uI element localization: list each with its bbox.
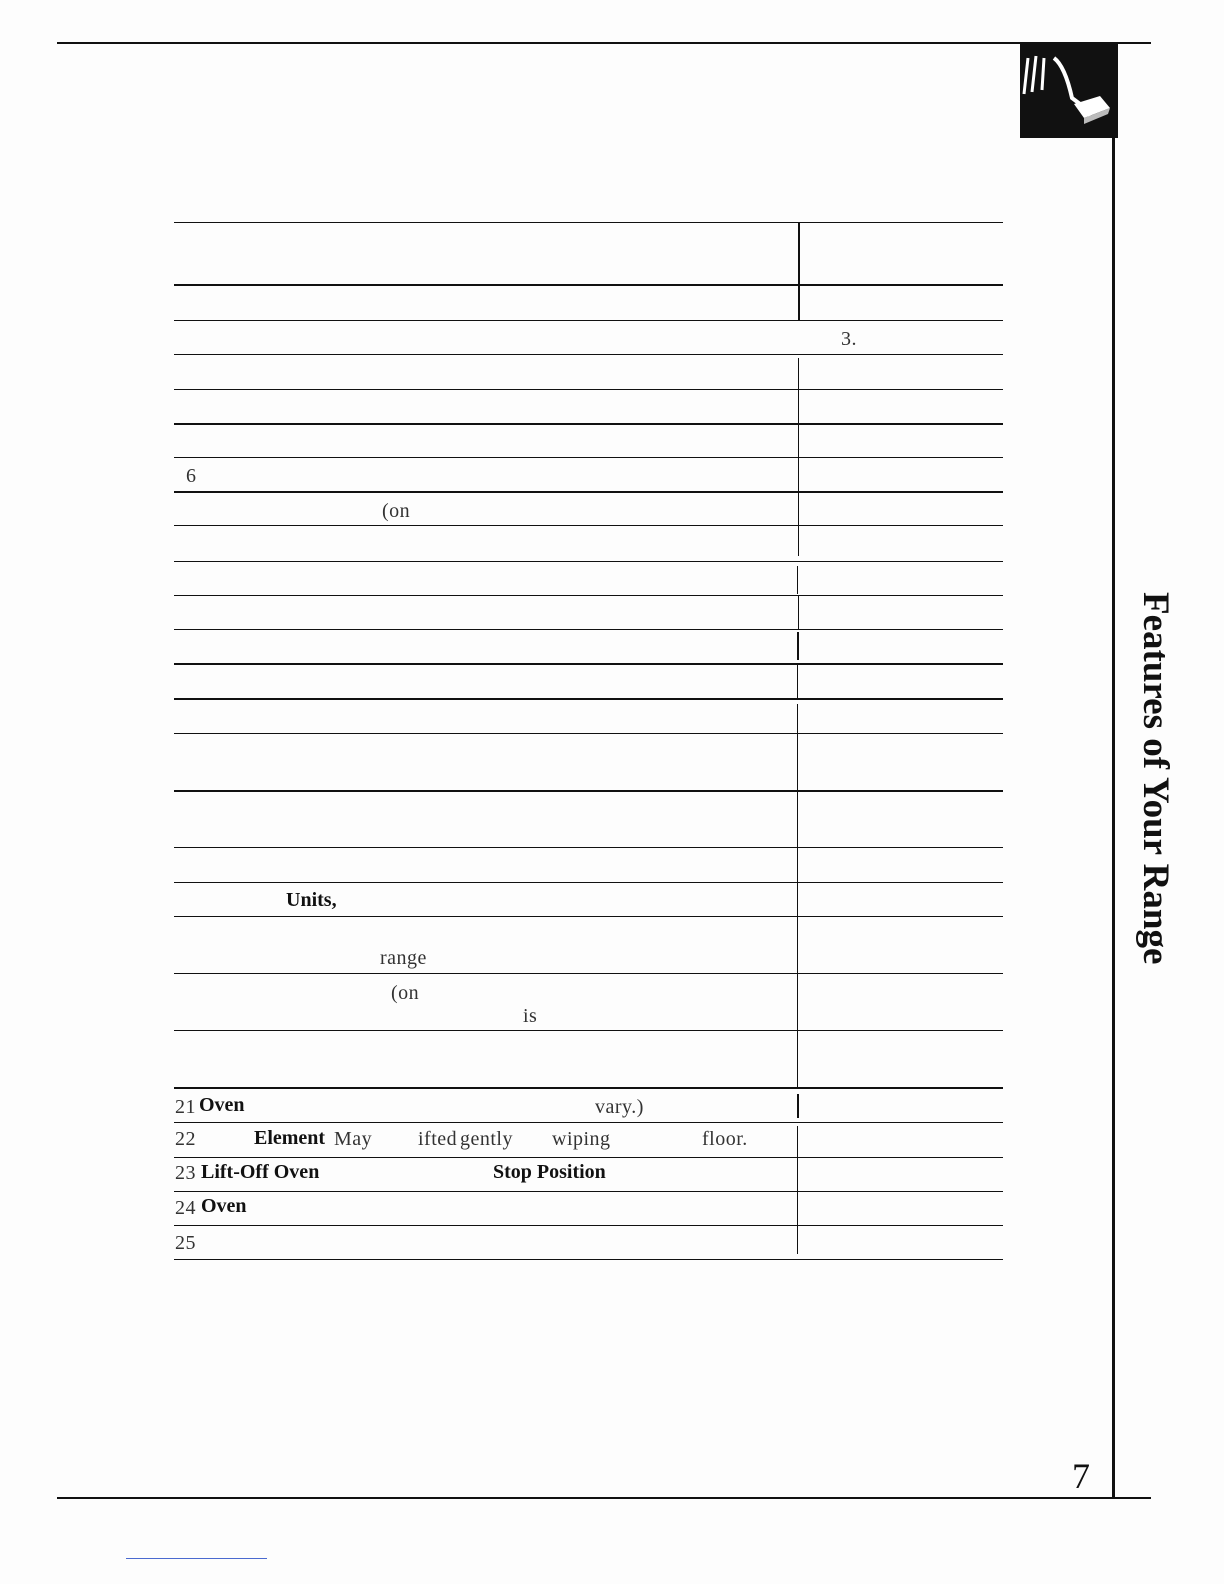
row21-tail: vary.) (595, 1096, 644, 1118)
bottom-rule (57, 1497, 1151, 1499)
table-rule (174, 561, 1003, 562)
footer-link-underline[interactable] (126, 1558, 267, 1559)
row22-word: wiping (552, 1128, 611, 1150)
table-rule (174, 284, 1003, 286)
table-rule (174, 491, 1003, 493)
table-rule (174, 882, 1003, 883)
row23-label: Lift-Off Oven (201, 1161, 320, 1183)
table-rule (174, 320, 1003, 321)
table-rule (174, 595, 1003, 596)
table-rule (174, 1030, 1003, 1031)
top-rule (57, 42, 1151, 44)
table-rule (174, 663, 1003, 665)
table-rule (174, 733, 1003, 734)
sidebar-rule (1112, 44, 1115, 1497)
column-divider (798, 223, 800, 284)
row3-reference: 3. (841, 328, 857, 350)
row22-label: Element (254, 1127, 326, 1149)
table-rule (174, 1122, 1003, 1123)
row23-label-2: Stop Position (493, 1161, 606, 1183)
page-number: 7 (1072, 1456, 1090, 1496)
table-rule (174, 629, 1003, 630)
table-rule (174, 698, 1003, 700)
hand-pointing-icon (1020, 44, 1118, 138)
row24-label: Oven (201, 1195, 247, 1217)
row18-fragment: range (380, 947, 427, 969)
row19-fragment-a: (on (391, 982, 420, 1004)
column-divider (798, 358, 799, 556)
row22-word: gently (460, 1128, 513, 1150)
row21-number: 21 (175, 1096, 196, 1118)
row21-label: Oven (199, 1094, 245, 1116)
column-divider (798, 596, 799, 629)
column-divider (797, 1094, 799, 1118)
table-rule (174, 222, 1003, 223)
row22-word: floor. (702, 1128, 748, 1150)
column-divider (797, 566, 798, 594)
row7-fragment: (on (382, 500, 411, 522)
row24-number: 24 (175, 1197, 196, 1219)
sidebar-title: Features of Your Range (1135, 592, 1176, 965)
row22-word: May (334, 1128, 373, 1150)
row6-number: 6 (186, 465, 197, 487)
column-divider (797, 632, 799, 660)
table-rule (174, 790, 1003, 792)
row23-number: 23 (175, 1162, 196, 1184)
table-rule (174, 389, 1003, 390)
table-rule (174, 1191, 1003, 1192)
table-rule (174, 1259, 1003, 1260)
row22-number: 22 (175, 1128, 196, 1150)
column-divider (797, 1126, 798, 1254)
table-rule (174, 1225, 1003, 1226)
row25-number: 25 (175, 1232, 196, 1254)
row22-word: ifted (418, 1128, 458, 1150)
table-rule (174, 1087, 1003, 1089)
column-divider (797, 704, 798, 1088)
table-rule (174, 916, 1003, 917)
table-rule (174, 1157, 1003, 1158)
row17-fragment: Units, (286, 889, 337, 911)
table-rule (174, 354, 1003, 355)
table-rule (174, 847, 1003, 848)
row19-fragment-b: is (523, 1005, 538, 1027)
column-divider (797, 665, 798, 698)
table-rule (174, 525, 1003, 526)
table-rule (174, 423, 1003, 425)
column-divider (798, 286, 800, 320)
table-rule (174, 973, 1003, 974)
table-rule (174, 457, 1003, 458)
